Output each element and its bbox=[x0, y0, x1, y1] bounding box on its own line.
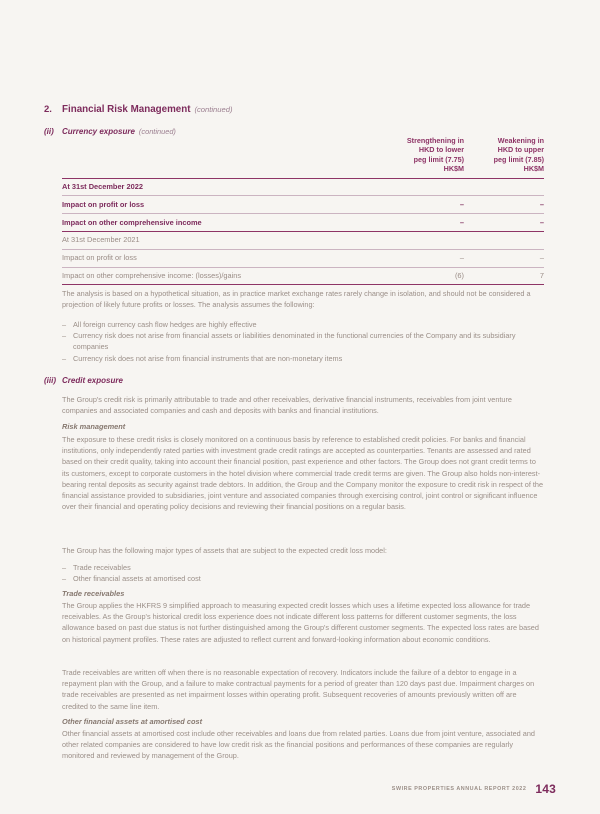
section-heading-credit-exposure bbox=[44, 376, 544, 385]
assumptions-list bbox=[62, 319, 544, 364]
table-row bbox=[62, 178, 544, 196]
header-line-4: HK$M bbox=[443, 164, 464, 174]
note-continued-label: (continued) bbox=[194, 105, 233, 114]
paragraph-trade-receivables-1: The Group applies the HKFRS 9 simplified approach to measuring expected credit losses which uses a lifetime expected loss allowance for trade receivables. As the Group's historical credit loss experience does not indicate different loss patterns for different customer segments, the loss allowance based on past due status is not further distinguished among the Group's different customer segments. The expected loss rates are based on historical payment profiles. These rates are adjusted to reflect current and forward-looking information about economic conditions. bbox=[62, 601, 539, 644]
list-item: – Trade receivables bbox=[62, 562, 544, 573]
list-item: – All foreign currency cash flow hedges are highly effective bbox=[62, 319, 544, 330]
table-header-weakening bbox=[464, 136, 544, 178]
heading-risk-management: Risk management bbox=[62, 422, 126, 431]
table-header-strengthening bbox=[384, 136, 464, 178]
note-title: Financial Risk Management bbox=[62, 104, 191, 115]
header-line-1: Weakening in bbox=[497, 136, 544, 145]
row-label: Impact on other comprehensive income bbox=[62, 214, 384, 232]
row-value-1 bbox=[384, 178, 464, 196]
table-row bbox=[62, 196, 544, 214]
paragraph-trade-receivables-2: Trade receivables are written off when there is no reasonable expectation of recovery. Indicators include the failure of a debtor to engage in a repayment plan with the Group, and a failure to make contractual payments for a period of greater than 120 days past due. Impairment charges on trade receivables are presented as net impairment losses within operating profit. Subsequent recoveries of amounts previously written off are credited to the same line item. bbox=[62, 668, 535, 711]
row-label: Impact on other comprehensive income: (losses)/gains bbox=[62, 267, 384, 285]
heading-trade-receivables: Trade receivables bbox=[62, 589, 125, 598]
header-line-1: Strengthening in bbox=[406, 136, 464, 145]
header-line-3: peg limit (7.85) bbox=[493, 154, 544, 164]
paragraph-other-financial-assets: Other financial assets at amortised cost include other receivables and loans due from related parties. Loans due from joint venture, associated and other related companies are considered to have low credit risk as the financial positions and performances of these companies are regularly monitored and reviewed by management of the Group. bbox=[62, 729, 535, 761]
row-value-2: – bbox=[464, 249, 544, 267]
note-number: 2. bbox=[44, 104, 52, 115]
list-item: – Currency risk does not arise from financial assets or liabilities denominated in the functional currencies of the Company and its subsidiary companies bbox=[62, 330, 544, 352]
section-title: Currency exposure bbox=[62, 127, 135, 136]
header-line-2: HKD to lower bbox=[418, 145, 464, 155]
row-label: At 31st December 2022 bbox=[62, 178, 384, 196]
row-value-1: (6) bbox=[384, 267, 464, 285]
header-line-3: peg limit (7.75) bbox=[413, 154, 464, 164]
page-footer bbox=[0, 778, 600, 800]
note-heading bbox=[44, 104, 544, 115]
row-value-1 bbox=[384, 231, 464, 249]
heading-other-financial-assets: Other financial assets at amortised cost bbox=[62, 717, 203, 726]
row-label: Impact on profit or loss bbox=[62, 249, 384, 267]
currency-sensitivity-table bbox=[62, 136, 544, 285]
section-roman-numeral: (iii) bbox=[44, 376, 56, 385]
row-value-2 bbox=[464, 231, 544, 249]
table-row bbox=[62, 267, 544, 285]
section-continued-label: (continued) bbox=[138, 127, 176, 136]
paragraph-ecl-intro: The Group has the following major types of assets that are subject to the expected credit loss model: bbox=[62, 546, 387, 555]
footer-publication-label: SWIRE PROPERTIES ANNUAL REPORT 2022 bbox=[391, 786, 527, 792]
row-label: Impact on profit or loss bbox=[62, 196, 384, 214]
section-heading-currency-exposure bbox=[44, 127, 544, 136]
paragraph-credit-intro: The Group's credit risk is primarily attributable to trade and other receivables, derivative financial instruments, receivables from joint venture companies and associated companies and cash and deposits with banks and financial institutions. bbox=[62, 395, 512, 416]
row-value-2: – bbox=[464, 196, 544, 214]
table-row bbox=[62, 249, 544, 267]
list-item: – Other financial assets at amortised cost bbox=[62, 573, 544, 584]
row-value-2 bbox=[464, 178, 544, 196]
paragraph-analysis-basis: The analysis is based on a hypothetical situation, as in practice market exchange rates rarely change in isolation, and should not be considered a projection of likely future profits or losses. The analysis assumes the following: bbox=[62, 289, 531, 310]
table-row bbox=[62, 231, 544, 249]
table-row bbox=[62, 214, 544, 232]
row-value-2: 7 bbox=[464, 267, 544, 285]
row-value-2: – bbox=[464, 214, 544, 232]
table-header-blank bbox=[62, 136, 384, 178]
header-line-2: HKD to upper bbox=[497, 145, 544, 155]
section-roman-numeral: (ii) bbox=[44, 127, 54, 136]
page-number: 143 bbox=[535, 782, 556, 796]
row-label: At 31st December 2021 bbox=[62, 231, 384, 249]
row-value-1: – bbox=[384, 196, 464, 214]
ecl-asset-types-list bbox=[62, 562, 544, 584]
row-value-1: – bbox=[384, 249, 464, 267]
list-item: – Currency risk does not arise from financial instruments that are non-monetary items bbox=[62, 353, 544, 364]
section-title: Credit exposure bbox=[62, 376, 123, 385]
row-value-1: – bbox=[384, 214, 464, 232]
header-line-4: HK$M bbox=[523, 164, 544, 174]
paragraph-risk-management: The exposure to these credit risks is closely monitored on a continuous basis by reference to established credit policies. For banks and financial institutions, only independently rated parties with investment grade credit ratings are accepted as counterparties. Tenants are assessed and rated based on their credit quality, taking into account their financial position, past experience and other factors. The Group does not grant credit terms to its customers, except to corporate customers in the hotel division where commercial trade credit terms are given. The Group also holds non-interest-bearing rental deposits as security against trade debtors. In addition, the Group and the Company monitor the exposure to credit risk in respect of the financial assistance provided to subsidiaries, joint venture and associated companies through exercising control, joint control or significant influence over their financial and operating policy decisions and reviewing their financial positions on a regular basis. bbox=[62, 435, 544, 512]
